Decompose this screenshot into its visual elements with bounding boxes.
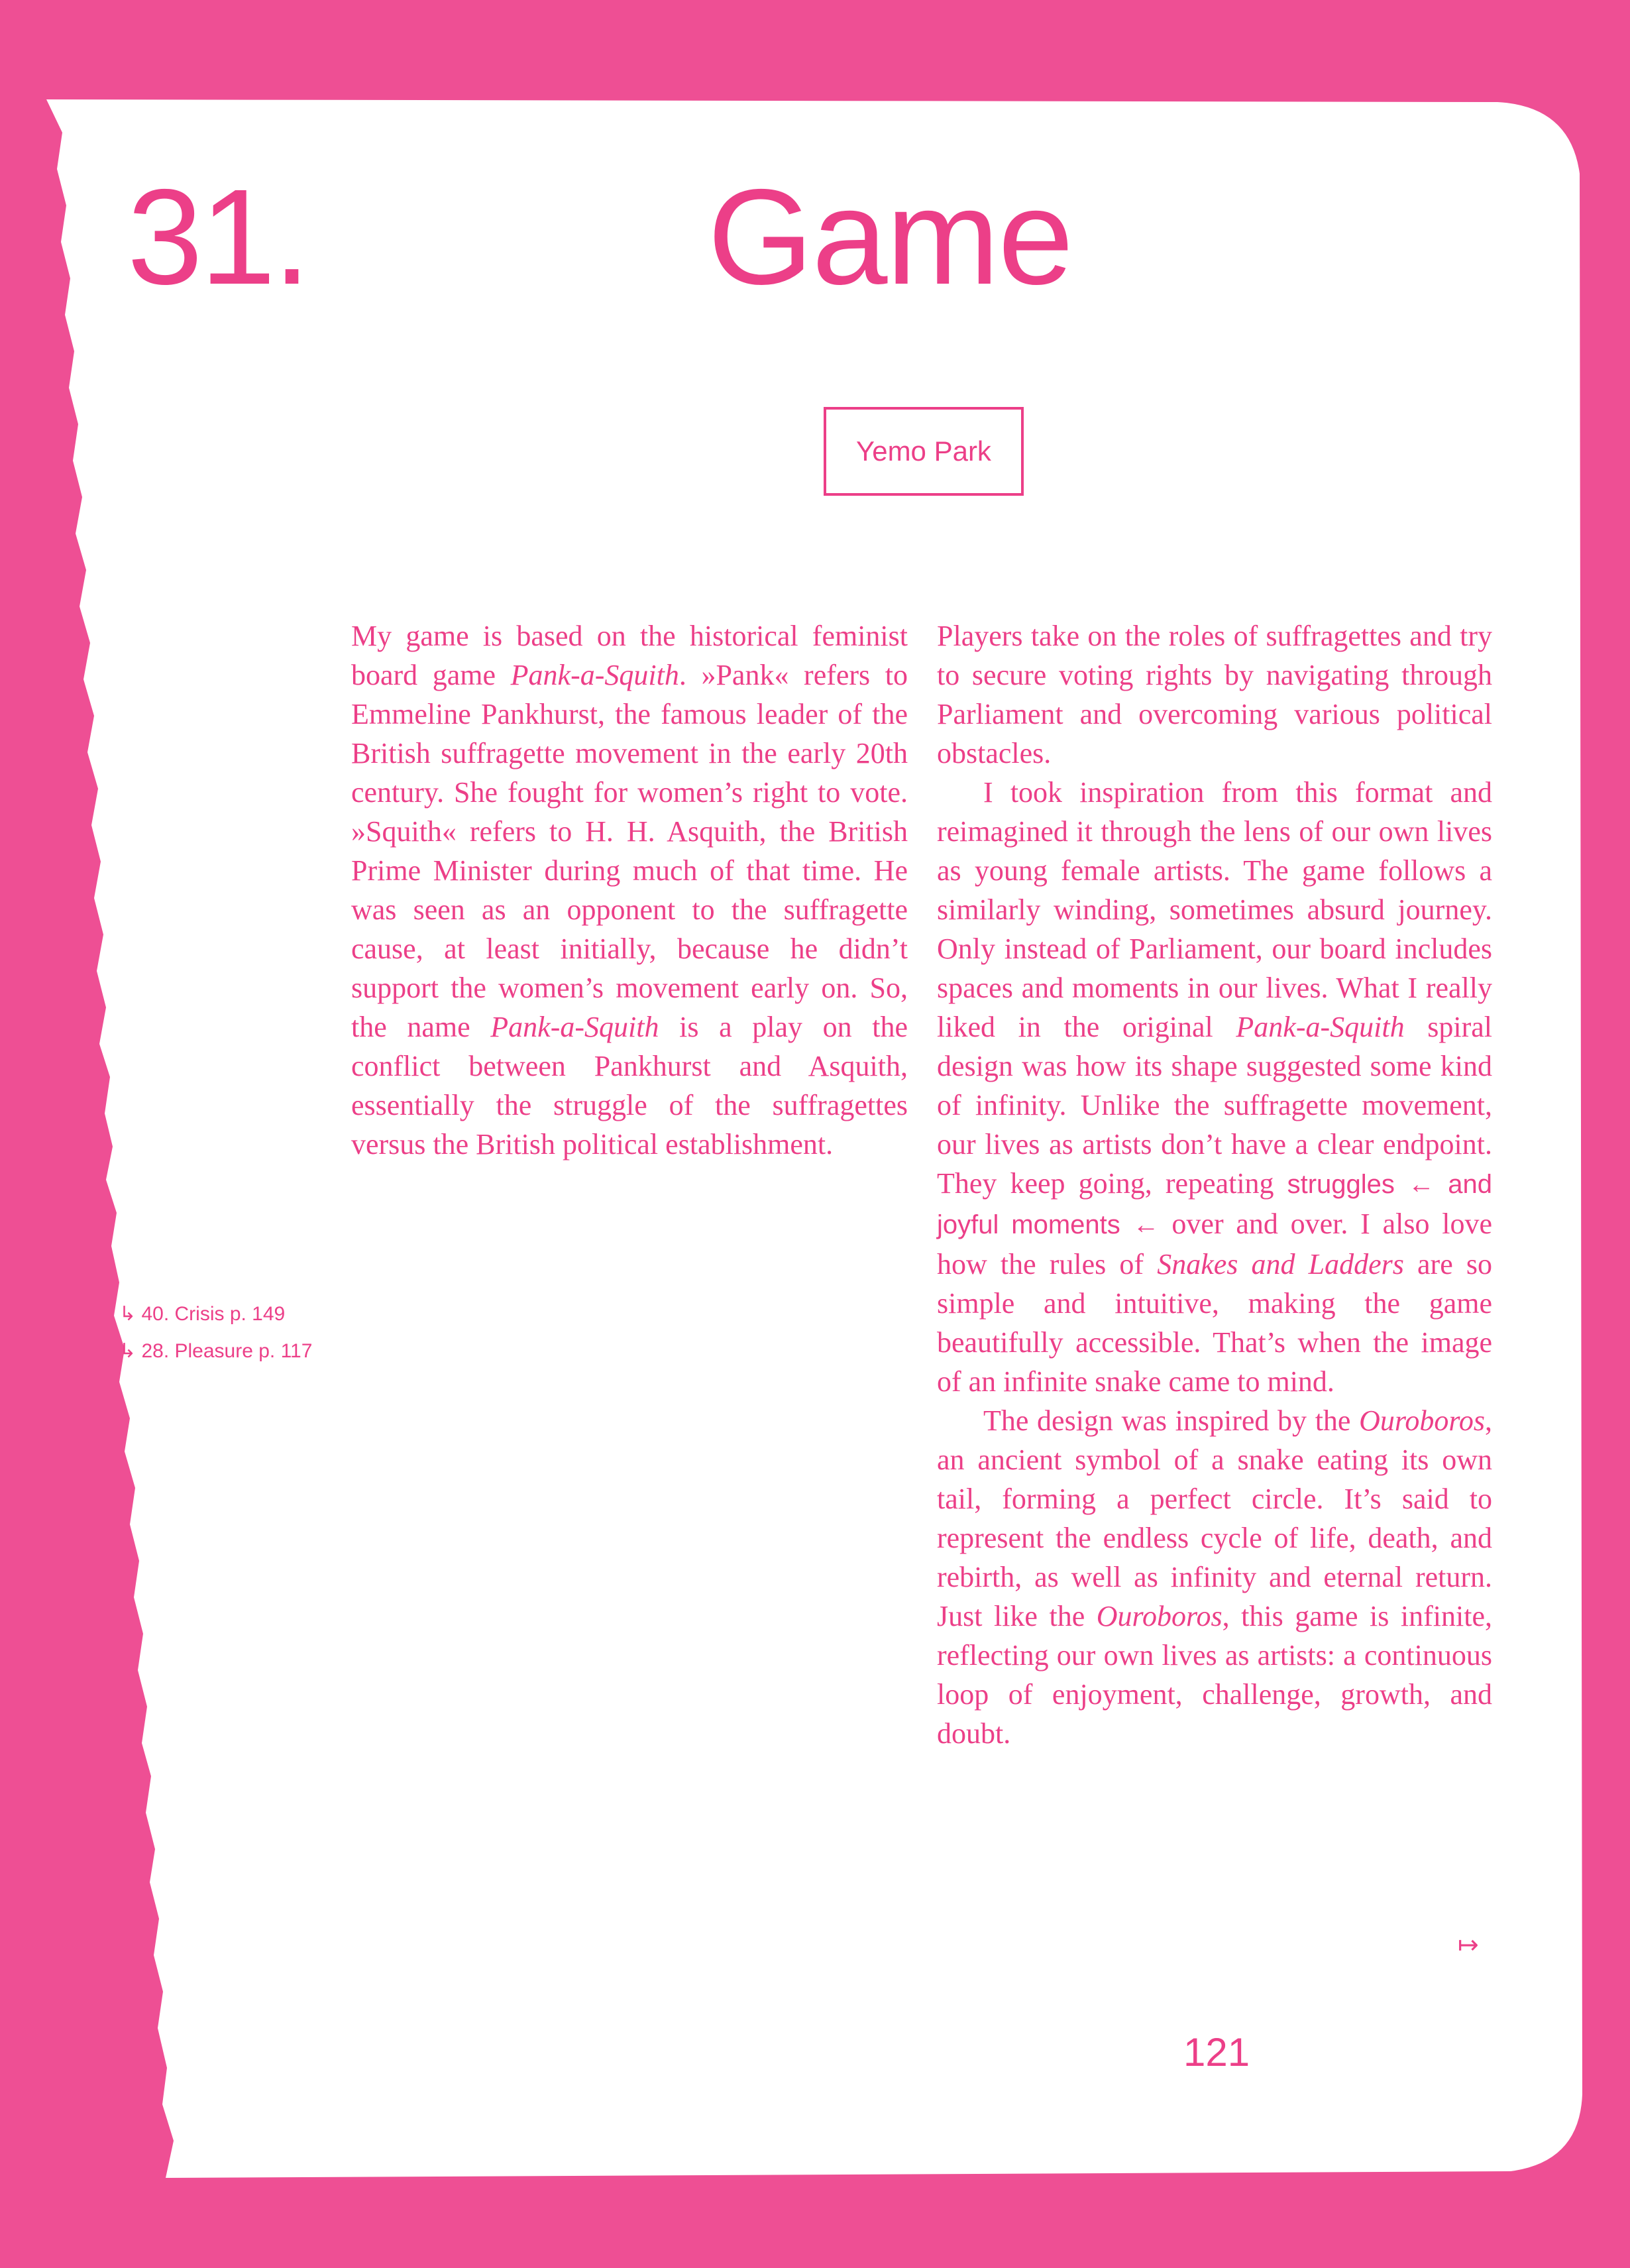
paragraph: My game is based on the historical feminist board game Pank-a-Squith. »Pank« refers to Emmeline Pankhurst, the famous leader of the British suffragette movement in the early 20th century. She fought for women’s right to vote. »Squith« refers to H. H. Asquith, the British Prime Minister during much of that time. He was seen as an opponent to the suffragette cause, at least initially, because he didn’t support the women’s movement early on. So, the name Pank-a-Squith is a play on the conflict between Pankhurst and Asquith, essentially the struggle of the suffragettes versus the British political establishment. [351, 620, 908, 1161]
inline-crossref-markers: struggles ← and joyful moments ← [937, 1170, 1492, 1239]
crossref-link[interactable]: ↳ 28. Pleasure p. 117 [119, 1340, 313, 1362]
chapter-number: 31. [127, 161, 308, 313]
author-label [824, 407, 1024, 496]
author-name: Yemo Park [856, 435, 991, 467]
right-text-column [937, 616, 1492, 1753]
paragraph: I took inspiration from this format and reimagined it through the lens of our own lives as young female artists. The game follows a similarly winding, sometimes absurd journey. Only instead of Parliament, our board includes spaces and moments in our lives. What I really liked in the original Pank-a-Squith spiral design was how its shape suggested some kind of infinity. Unlike the suffragette movement, our lives as artists don’t have a clear endpoint. They keep going, repeating struggles ← and joyful moments ← over and over. I also love how the rules of Snakes and Ladders are so simple and intuitive, making the game beautifully accessible. That’s when the image of an infinite snake came to mind. [937, 776, 1492, 1398]
paragraph: Players take on the roles of suffragettes and try to secure voting rights by navigating through Parliament and overcoming various political obstacles. [937, 620, 1492, 769]
paragraph: The design was inspired by the Ouroboros, an ancient symbol of a snake eating its own tail, forming a perfect circle. It’s said to represent the endless cycle of life, death, and rebirth, as well as infinity and eternal return. Just like the Ouroboros, this game is infinite, reflecting our own lives as artists: a continuous loop of enjoyment, challenge, growth, and doubt. [937, 1404, 1492, 1750]
crossref-list [119, 1300, 318, 1375]
left-text-column [351, 616, 908, 1164]
continue-arrow-icon: ↦ [1458, 1930, 1479, 1959]
crossref-link[interactable]: ↳ 40. Crisis p. 149 [119, 1303, 286, 1325]
chapter-title: Game [708, 161, 1073, 313]
page-number: 121 [1183, 2030, 1250, 2074]
